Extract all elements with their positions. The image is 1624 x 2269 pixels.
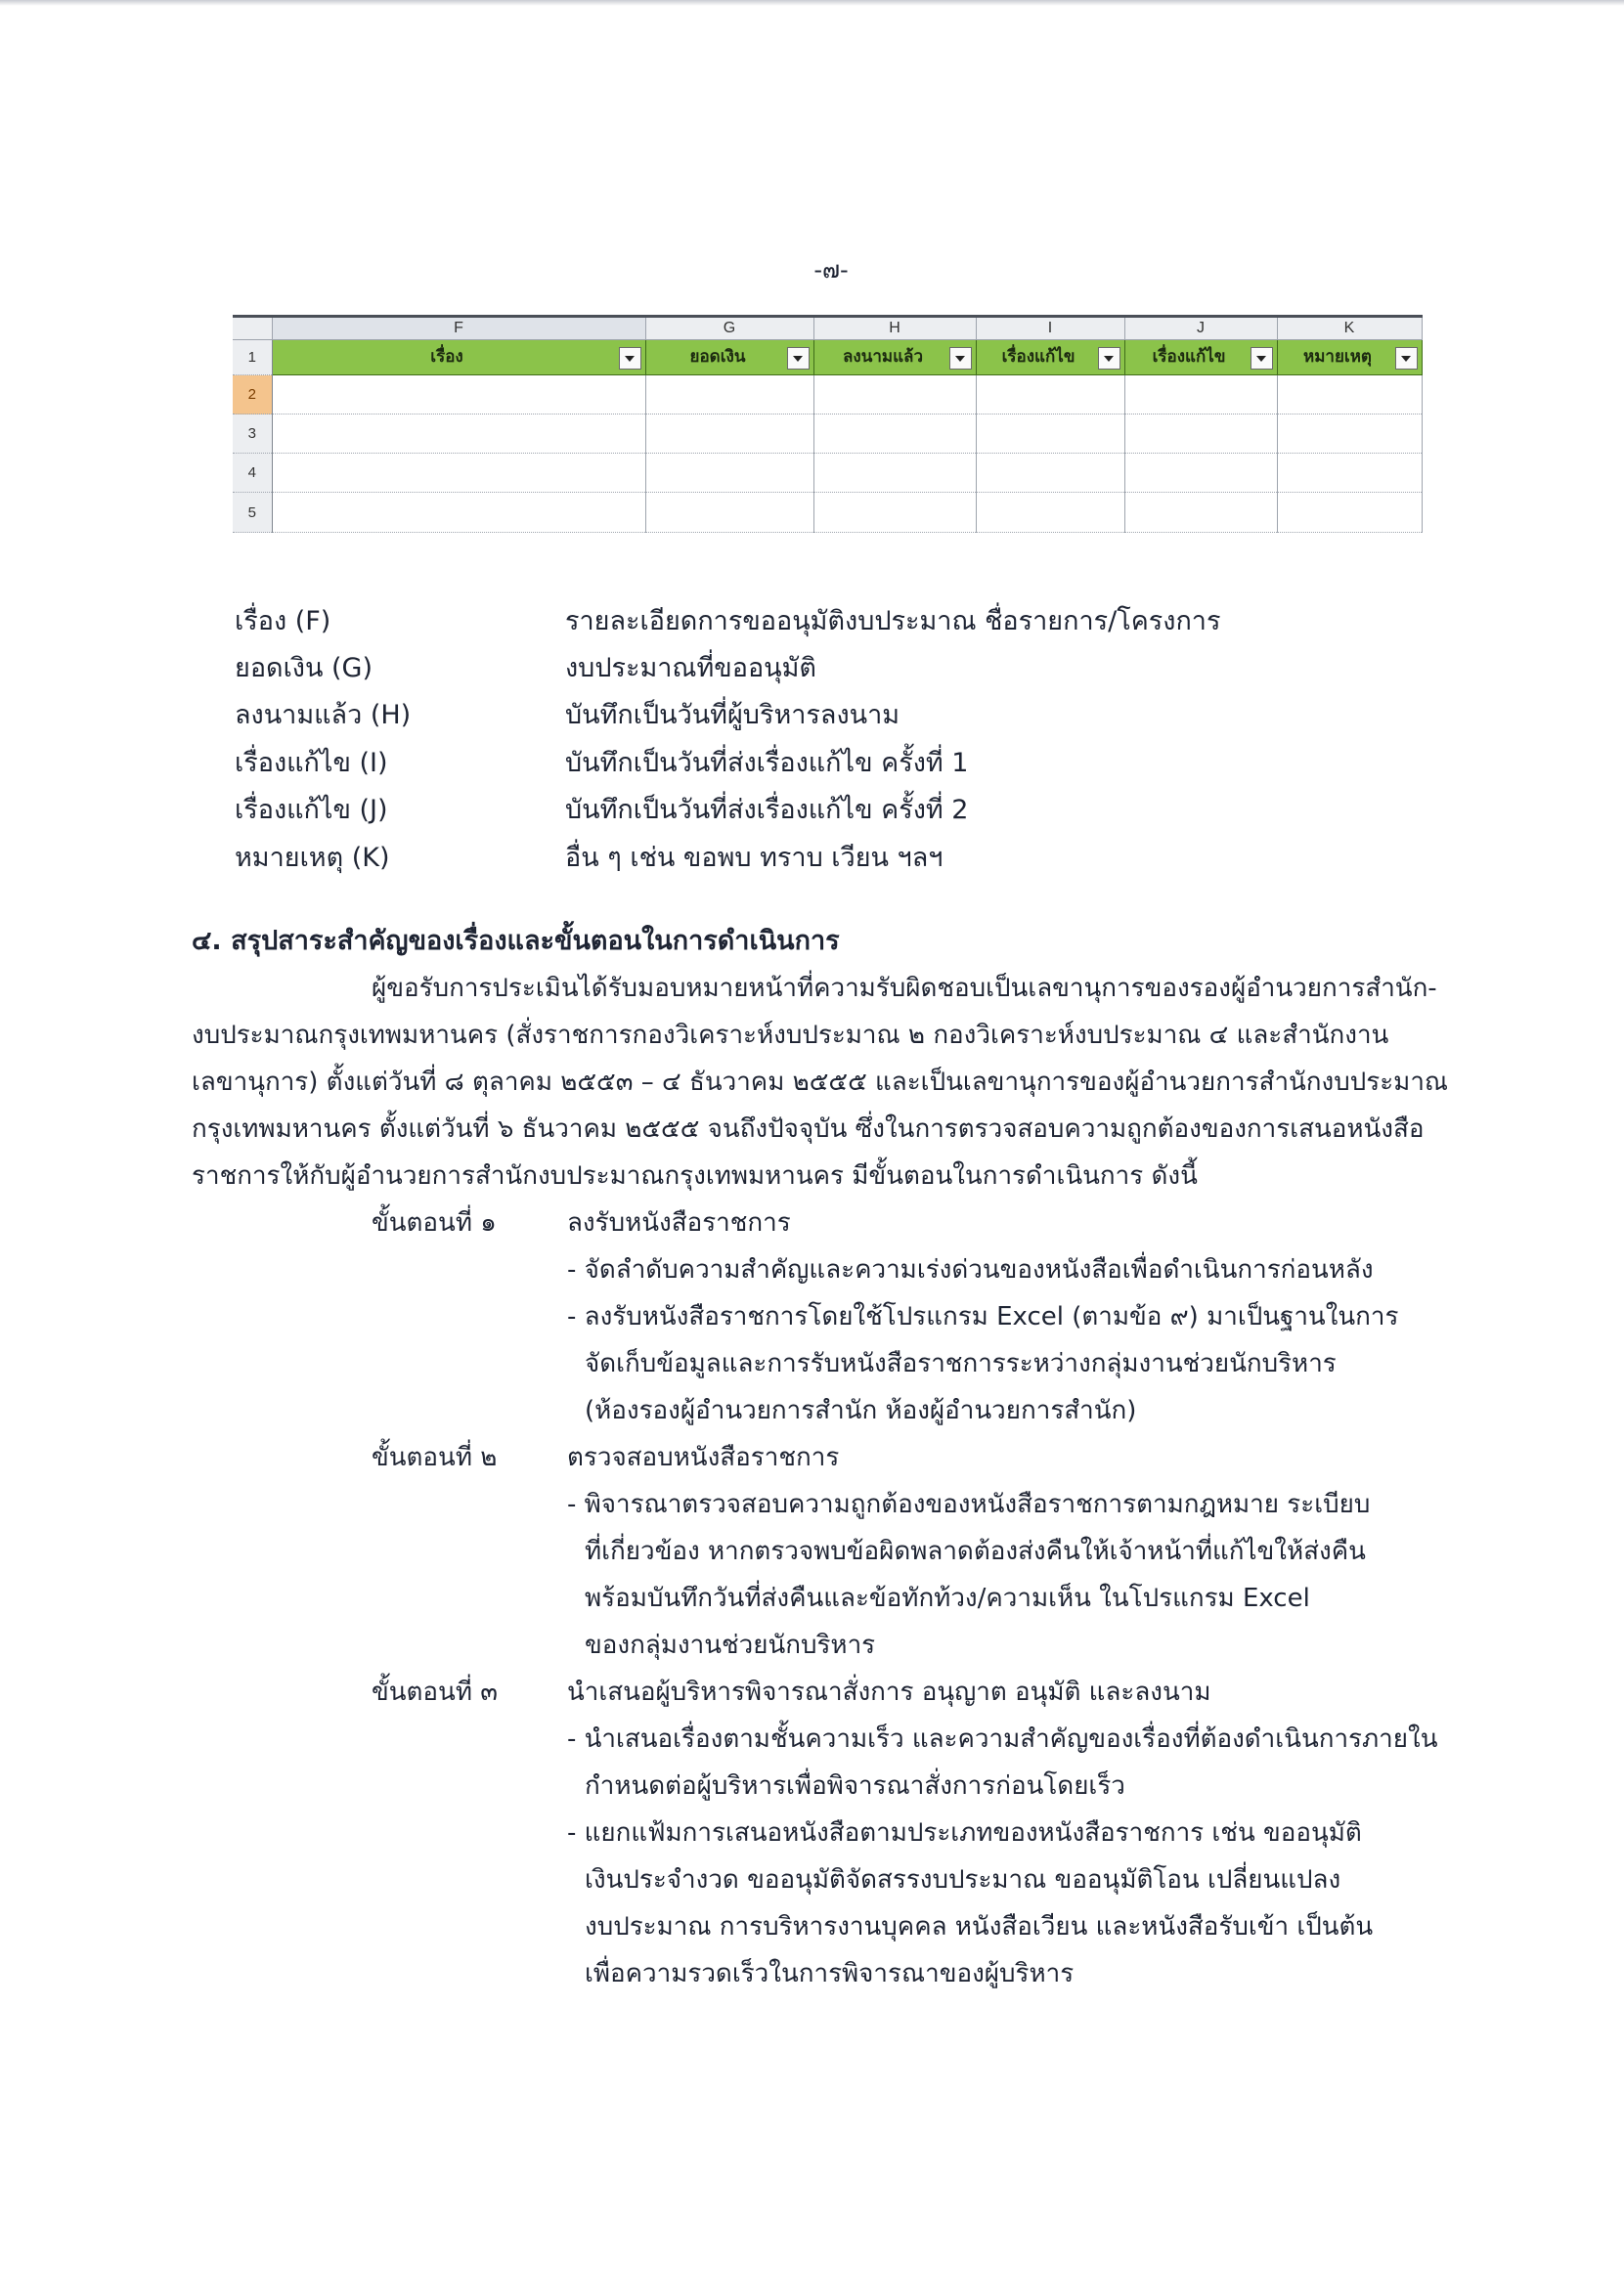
- column-letter-g[interactable]: G: [645, 317, 813, 340]
- table-cell[interactable]: [645, 493, 813, 533]
- step-detail-line: - นำเสนอเรื่องตามชั้นความเร็ว และความสำคัญของเรื่องที่ต้องดำเนินการภายใน: [567, 1724, 1438, 1754]
- paragraph-line: กรุงเทพมหานคร ตั้งแต่วันที่ ๖ ธันวาคม ๒๕๕๕ จนถึงปัจจุบัน ซึ่งในการตรวจสอบความถูกต้องของการเสนอหนังสือ: [192, 1114, 1425, 1144]
- step-detail-line: เพื่อความรวดเร็วในการพิจารณาของผู้บริหาร: [585, 1959, 1075, 1988]
- header-label: เรื่องแก้ไข: [1152, 347, 1226, 367]
- spreadsheet: [233, 315, 1422, 533]
- legend-term: หมายเหตุ (K): [235, 843, 390, 873]
- table-row: [233, 375, 1422, 415]
- table-cell[interactable]: [272, 493, 645, 533]
- chevron-down-icon: [625, 356, 635, 362]
- header-label: เรื่อง: [430, 347, 463, 367]
- table-cell[interactable]: [272, 454, 645, 493]
- table-row: [233, 454, 1422, 493]
- row-number-5[interactable]: 5: [233, 493, 272, 533]
- paragraph-line: ผู้ขอรับการประเมินได้รับมอบหมายหน้าที่ความรับผิดชอบเป็นเลขานุการของรองผู้อำนวยการสำนัก-: [372, 974, 1437, 1003]
- table-cell[interactable]: [1124, 493, 1277, 533]
- table-cell[interactable]: [813, 415, 976, 454]
- table-cell[interactable]: [272, 375, 645, 415]
- table-cell[interactable]: [1124, 375, 1277, 415]
- table-cell[interactable]: [976, 415, 1124, 454]
- header-cell-signed[interactable]: [813, 340, 976, 375]
- header-label: เรื่องแก้ไข: [1001, 347, 1075, 367]
- table-cell[interactable]: [813, 375, 976, 415]
- legend-term: ยอดเงิน (G): [235, 653, 373, 683]
- chevron-down-icon: [1256, 356, 1266, 362]
- step-detail-line: พร้อมบันทึกวันที่ส่งคืนและข้อทักท้วง/ความเห็น ในโปรแกรม Excel: [585, 1584, 1310, 1613]
- select-all-corner[interactable]: [233, 317, 272, 340]
- filter-dropdown-button[interactable]: [949, 347, 972, 370]
- legend-term: เรื่อง (F): [235, 606, 331, 636]
- filter-dropdown-button[interactable]: [619, 347, 641, 370]
- column-letter-i[interactable]: I: [976, 317, 1124, 340]
- table-cell[interactable]: [1277, 493, 1422, 533]
- step-detail-line: จัดเก็บข้อมูลและการรับหนังสือราชการระหว่างกลุ่มงานช่วยนักบริหาร: [585, 1349, 1337, 1378]
- step-detail-line: งบประมาณ การบริหารงานบุคคล หนังสือเวียน และหนังสือรับเข้า เป็นต้น: [585, 1912, 1374, 1942]
- step-title: นำเสนอผู้บริหารพิจารณาสั่งการ อนุญาต อนุมัติ และลงนาม: [567, 1678, 1211, 1707]
- header-label: ลงนามแล้ว: [842, 347, 923, 367]
- step-detail-line: - แยกแฟ้มการเสนอหนังสือตามประเภทของหนังสือราชการ เช่น ขออนุมัติ: [567, 1818, 1362, 1848]
- paragraph-line: เลขานุการ) ตั้งแต่วันที่ ๘ ตุลาคม ๒๕๕๓ – ๔ ธันวาคม ๒๕๕๕ และเป็นเลขานุการของผู้อำนวยการสำนักงบประมาณ: [192, 1068, 1449, 1097]
- legend-description: รายละเอียดการขออนุมัติงบประมาณ ชื่อรายการ/โครงการ: [565, 606, 1221, 636]
- table-row: [233, 493, 1422, 533]
- step-label: ขั้นตอนที่ ๓: [372, 1678, 498, 1707]
- chevron-down-icon: [1104, 356, 1114, 362]
- table-cell[interactable]: [813, 454, 976, 493]
- legend-term: เรื่องแก้ไข (J): [235, 795, 388, 825]
- filter-dropdown-button[interactable]: [1098, 347, 1120, 370]
- step-title: ลงรับหนังสือราชการ: [567, 1208, 791, 1238]
- step-detail-line: เงินประจำงวด ขออนุมัติจัดสรรงบประมาณ ขออนุมัติโอน เปลี่ยนแปลง: [585, 1865, 1341, 1895]
- paragraph-line: งบประมาณกรุงเทพมหานคร (สั่งราชการกองวิเคราะห์งบประมาณ ๒ กองวิเคราะห์งบประมาณ ๔ และสำนักงาน: [192, 1021, 1389, 1050]
- row-number-4[interactable]: 4: [233, 454, 272, 493]
- legend-description: งบประมาณที่ขออนุมัติ: [565, 653, 816, 683]
- header-label: ยอดเงิน: [689, 347, 746, 367]
- step-detail-line: (ห้องรองผู้อำนวยการสำนัก ห้องผู้อำนวยการสำนัก): [585, 1396, 1137, 1425]
- header-cell-subject[interactable]: [272, 340, 645, 375]
- step-detail-line: - ลงรับหนังสือราชการโดยใช้โปรแกรม Excel (ตามข้อ ๙) มาเป็นฐานในการ: [567, 1302, 1399, 1331]
- step-detail-line: - จัดลำดับความสำคัญและความเร่งด่วนของหนังสือเพื่อดำเนินการก่อนหลัง: [567, 1255, 1374, 1285]
- section-heading: ๔. สรุปสาระสำคัญของเรื่องและขั้นตอนในการดำเนินการ: [192, 926, 840, 956]
- header-label: หมายเหตุ: [1303, 347, 1372, 367]
- filter-dropdown-button[interactable]: [787, 347, 810, 370]
- column-letter-h[interactable]: H: [813, 317, 976, 340]
- chevron-down-icon: [793, 356, 803, 362]
- column-letter-k[interactable]: K: [1277, 317, 1422, 340]
- header-cell-revision-2[interactable]: [1124, 340, 1277, 375]
- legend-description: อื่น ๆ เช่น ขอพบ ทราบ เวียน ฯลฯ: [565, 843, 944, 873]
- table-cell[interactable]: [1124, 454, 1277, 493]
- chevron-down-icon: [955, 356, 965, 362]
- table-cell[interactable]: [1277, 375, 1422, 415]
- scan-edge: [0, 0, 1624, 6]
- table-cell[interactable]: [1277, 454, 1422, 493]
- step-label: ขั้นตอนที่ ๒: [372, 1443, 498, 1472]
- table-cell[interactable]: [813, 493, 976, 533]
- legend-term: เรื่องแก้ไข (I): [235, 748, 388, 778]
- column-letter-f[interactable]: F: [272, 317, 645, 340]
- legend-description: บันทึกเป็นวันที่ส่งเรื่องแก้ไข ครั้งที่ 2: [565, 795, 969, 825]
- table-cell[interactable]: [976, 493, 1124, 533]
- table-cell[interactable]: [645, 375, 813, 415]
- step-detail-line: - พิจารณาตรวจสอบความถูกต้องของหนังสือราชการตามกฎหมาย ระเบียบ: [567, 1490, 1371, 1519]
- legend-term: ลงนามแล้ว (H): [235, 700, 412, 730]
- page-number: -๗-: [813, 256, 849, 284]
- legend-description: บันทึกเป็นวันที่ส่งเรื่องแก้ไข ครั้งที่ 1: [565, 748, 969, 778]
- step-title: ตรวจสอบหนังสือราชการ: [567, 1443, 840, 1472]
- column-letter-j[interactable]: J: [1124, 317, 1277, 340]
- table-cell[interactable]: [976, 375, 1124, 415]
- step-detail-line: ที่เกี่ยวข้อง หากตรวจพบข้อผิดพลาดต้องส่งคืนให้เจ้าหน้าที่แก้ไขให้ส่งคืน: [585, 1537, 1366, 1566]
- table-header-row: [233, 340, 1422, 375]
- table-cell[interactable]: [1277, 415, 1422, 454]
- row-number-3[interactable]: 3: [233, 415, 272, 454]
- step-detail-line: กำหนดต่อผู้บริหารเพื่อพิจารณาสั่งการก่อนโดยเร็ว: [585, 1771, 1125, 1801]
- table-cell[interactable]: [645, 415, 813, 454]
- table-row: [233, 415, 1422, 454]
- filter-dropdown-button[interactable]: [1395, 347, 1418, 370]
- table-cell[interactable]: [976, 454, 1124, 493]
- row-number-2[interactable]: 2: [233, 375, 272, 415]
- legend-description: บันทึกเป็นวันที่ผู้บริหารลงนาม: [565, 700, 900, 730]
- table-cell[interactable]: [1124, 415, 1277, 454]
- header-cell-amount[interactable]: [645, 340, 813, 375]
- table-cell[interactable]: [272, 415, 645, 454]
- filter-dropdown-button[interactable]: [1251, 347, 1273, 370]
- step-detail-line: ของกลุ่มงานช่วยนักบริหาร: [585, 1631, 876, 1660]
- column-header-row: [233, 317, 1422, 340]
- header-cell-revision-1[interactable]: [976, 340, 1124, 375]
- step-label: ขั้นตอนที่ ๑: [372, 1208, 497, 1238]
- header-cell-note[interactable]: [1277, 340, 1422, 375]
- row-number-1[interactable]: 1: [233, 340, 272, 375]
- paragraph-line: ราชการให้กับผู้อำนวยการสำนักงบประมาณกรุงเทพมหานคร มีขั้นตอนในการดำเนินการ ดังนี้: [192, 1161, 1198, 1191]
- table-cell[interactable]: [645, 454, 813, 493]
- chevron-down-icon: [1401, 356, 1411, 362]
